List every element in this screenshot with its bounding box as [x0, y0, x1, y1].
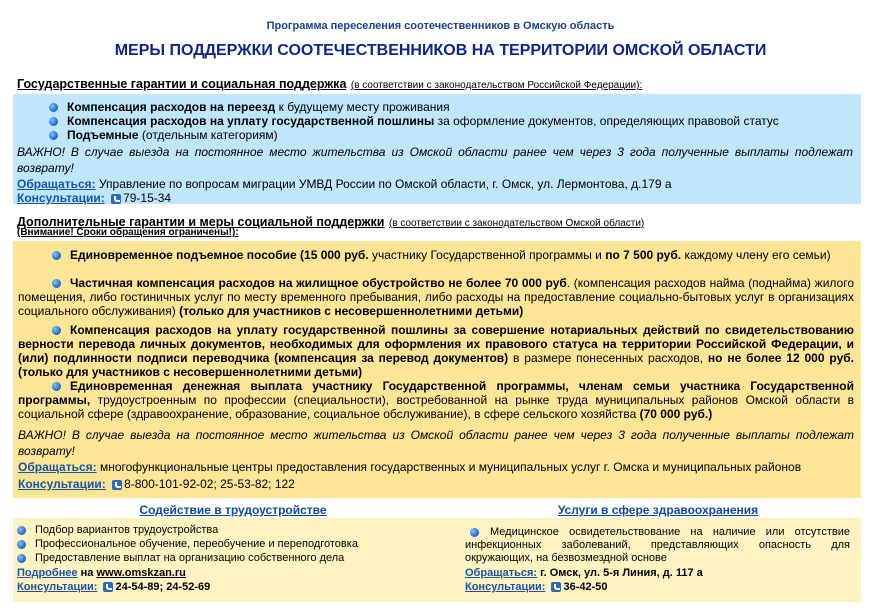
phone-number: 24-54-89; 24-52-69: [115, 581, 211, 593]
consult-line: [17, 581, 210, 593]
section1-note: (в соответствии с законодательством Российской Федерации):: [350, 80, 643, 91]
section2-heading: Дополнительные гарантии и меры социальной поддержки: [17, 215, 385, 229]
contact-label: Обращаться:: [17, 177, 96, 191]
consult-line: [17, 191, 171, 205]
deadline-notice: (Внимание! Сроки обращения ограничены!):: [17, 227, 239, 238]
list-item: Компенсация расходов на переезд к будущему месту проживания: [49, 100, 450, 114]
bullet-icon: [52, 251, 61, 260]
bullet-icon: [49, 131, 58, 140]
services-box: [13, 518, 861, 602]
phone-number: 8-800-101-92-02; 25-53-82; 122: [124, 477, 295, 491]
health-heading: Услуги в сфере здравоохранения: [557, 503, 759, 517]
list-item: Подъемные (отдельным категориям): [49, 128, 278, 142]
list-item: Единовременное подъемное пособие (15 000 руб. участнику Государственной программы и по 7 500 руб. каждому члену его семьи): [18, 248, 854, 262]
contact-label: Обращаться:: [465, 567, 538, 579]
page-title: МЕРЫ ПОДДЕРЖКИ СООТЕЧЕСТВЕННИКОВ НА ТЕРРИТОРИИ ОМСКОЙ ОБЛАСТИ: [114, 42, 767, 59]
bullet-icon: [52, 382, 61, 391]
list-item: Единовременная денежная выплата участнику Государственной программы, членам семьи участника Государственной программы, трудоустроенным по профессии (специальности), востребованной на рынке труда муниципальных районов Омской области в социальной сфере (здравоохранение, образование, социальное обслуживание), в сфере сельского хозяйства (70 000 руб.): [18, 379, 854, 421]
contact-line: Обращаться: многофункциональные центры предоставления государственных и муниципальных услуг г. Омска и муниципальных районов: [18, 460, 802, 474]
phone-number: 79-15-34: [123, 191, 172, 205]
phone-icon: [112, 480, 122, 490]
program-title: Программа переселения соотечественников в Омскую область: [266, 20, 615, 32]
return-warning: ВАЖНО! В случае выезда на постоянное место жительства из Омской области ранее чем через 3 года полученные выплаты подлежат возврату!: [18, 428, 854, 458]
consult-line: [465, 581, 608, 593]
bullet-icon: [49, 103, 58, 112]
consult-label: Консультации:: [18, 477, 106, 491]
contact-line: Обращаться: Управление по вопросам миграции УМВД России по Омской области, г. Омск, ул. Лермонтова, д.179 а: [17, 177, 672, 191]
bullet-icon: [17, 540, 26, 549]
consult-line: [18, 477, 295, 491]
return-warning: ВАЖНО! В случае выезда на постоянное место жительства из Омской области ранее чем через 3 года полученные выплаты подлежат возврату!: [17, 145, 853, 175]
section1-heading: Государственные гарантии и социальная поддержка: [17, 77, 347, 91]
bullet-icon: [17, 526, 26, 535]
list-item: Компенсация расходов на уплату государственной пошлины за совершение нотариальных действий по свидетельствованию верности перевода личных документов, необходимых для оформления их правового статуса на территории Российской Федерации, и (или) подлинности подписи переводчика (компенсация за перевод документов) в размере понесенных расходов, но не более 12 000 руб. (только для участников с несовершеннолетними детьми): [18, 323, 854, 379]
list-item: Подбор вариантов трудоустройства: [17, 524, 218, 536]
bullet-icon: [470, 528, 479, 537]
website-link[interactable]: www.omskzan.ru: [96, 567, 186, 579]
list-item: Частичная компенсация расходов на жилищное обустройство не более 70 000 руб. (компенсация расходов найма (поднайма) жилого помещения, либо гостиничных услуг по месту временного пребывания, либо расходы на предоставление социально-бытовых услуг в организациях социального обслуживания) (только для участников с несовершеннолетними детьми): [18, 276, 855, 318]
list-item: Профессиональное обучение, переобучение и переподготовка: [17, 538, 358, 550]
contact-label: Обращаться:: [18, 460, 97, 474]
contact-line: Обращаться: г. Омск, ул. 5-я Линия, д. 117 а: [465, 567, 703, 579]
section1-header: [17, 75, 642, 93]
federal-support-box: [13, 94, 861, 204]
phone-icon: [551, 582, 561, 592]
bullet-icon: [52, 279, 61, 288]
list-item: Компенсация расходов на уплату государственной пошлины за оформление документов, определяющих правовой статус: [49, 114, 779, 128]
consult-label: Консультации:: [465, 581, 546, 593]
phone-icon: [103, 582, 113, 592]
consult-label: Консультации:: [17, 581, 98, 593]
phone-icon: [111, 194, 121, 204]
bullet-icon: [49, 117, 58, 126]
phone-number: 36-42-50: [563, 581, 608, 593]
bullet-icon: [52, 326, 61, 335]
bullet-icon: [17, 554, 26, 563]
list-item: Медицинское освидетельствование на наличие или отсутствие инфекционных заболеваний, представляющих опасность для окружающих, на безвозмездной основе: [465, 526, 850, 564]
regional-support-box: [13, 241, 861, 498]
list-item: Предоставление выплат на организацию собственного дела: [17, 552, 344, 564]
section2-note: (в соответствии с законодательством Омской области): [388, 218, 645, 229]
more-label: Подробнее: [17, 567, 78, 579]
more-info-line: Подробнее на www.omskzan.ru: [17, 567, 186, 579]
employment-heading: Содействие в трудоустройстве: [139, 503, 327, 517]
consult-label: Консультации:: [17, 191, 105, 205]
